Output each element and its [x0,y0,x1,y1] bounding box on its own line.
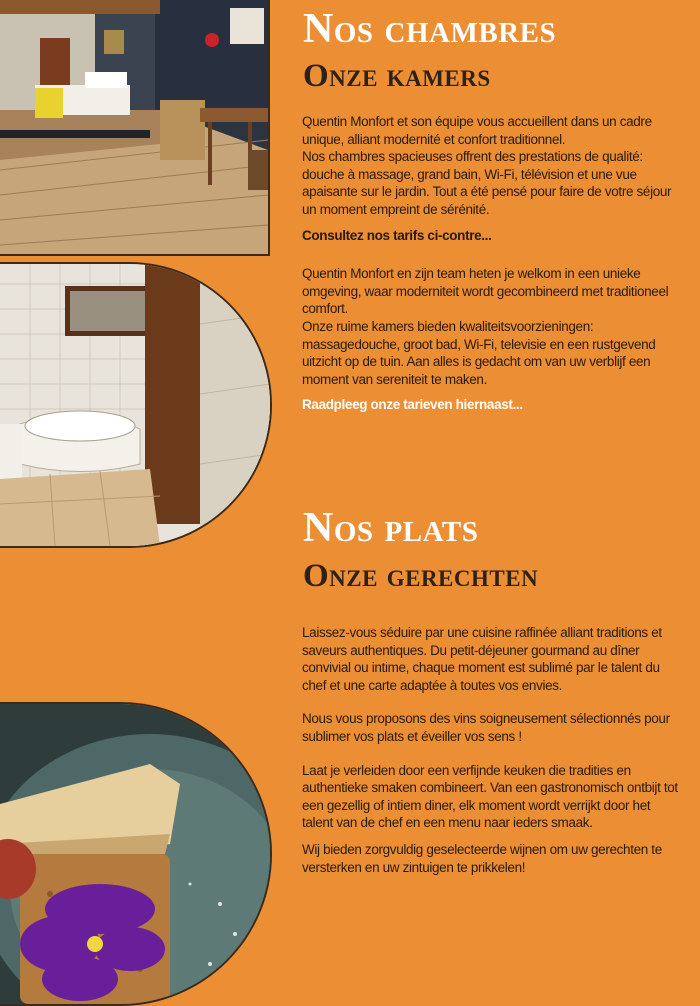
rooms-nl-paragraph-2: Onze ruime kamers bieden kwaliteitsvoorzieningen: massagedouche, groot bad, Wi-Fi, televisie en een rustgevend uitzicht op de tuin. Aan alles is gedacht om van uw verblijf een moment van sereniteit te maken. [302,318,656,387]
rooms-fr-paragraph-1: Quentin Monfort et son équipe vous accueillent dans un cadre unique, alliant modernité et confort traditionnel. [302,114,652,147]
rooms-nl-paragraph-1: Quentin Monfort en zijn team heten je welkom in een unieke omgeving, waar moderniteit wordt gecombineerd met traditioneel comfort. [302,266,669,317]
rooms-fr-rates-link[interactable]: Consultez nos tarifs ci-contre... [302,227,492,243]
dishes-fr-paragraph-1: Laissez-vous séduire par une cuisine raffinée alliant traditions et saveurs authentiques. Du petit-déjeuner gourmand au dîner convivial ou intime, chaque moment est sublimé par le talent du chef et une carte adaptée à toutes vos envies. [302,625,662,693]
rooms-text-block [302,113,682,414]
dishes-title-nl: Onze gerechten [303,558,539,594]
dishes-title-fr: Nos plats [303,505,479,551]
dishes-nl-paragraph-1: Laat je verleiden door een verfijnde keuken die tradities en authentieke smaken combineert. Van een gastronomisch ontbijt tot een gezellig of intiem diner, elk moment wordt verrijkt door het talent van de chef en een menu naar ieders smaak. [302,762,678,831]
dishes-fr-paragraph-2: Nous vous proposons des vins soigneusement sélectionnés pour sublimer vos plats et éveiller vos sens ! [302,711,670,744]
dishes-text-block [302,624,682,876]
rooms-nl-rates-link[interactable]: Raadpleeg onze tarieven hiernaast... [302,397,523,413]
rooms-fr-paragraph-2: Nos chambres spacieuses offrent des prestations de qualité: douche à massage, grand bain, Wi-Fi, télévision et une vue apaisante sur le jardin. Tout a été pensé pour faire de votre séjour un moment empreint de sérénité. [302,149,672,217]
dishes-nl-paragraph-2: Wij bieden zorgvuldig geselecteerde wijnen om uw gerechten te versterken en uw zintuigen te prikkelen! [302,841,662,875]
dish-photo-frame [0,702,272,1006]
bathroom-photo [0,264,270,546]
dish-photo [0,704,270,1004]
rooms-title-fr: Nos chambres [303,6,557,52]
rooms-title-nl: Onze kamers [303,58,491,94]
bedroom-photo [0,0,270,256]
bathroom-photo-frame [0,262,272,548]
